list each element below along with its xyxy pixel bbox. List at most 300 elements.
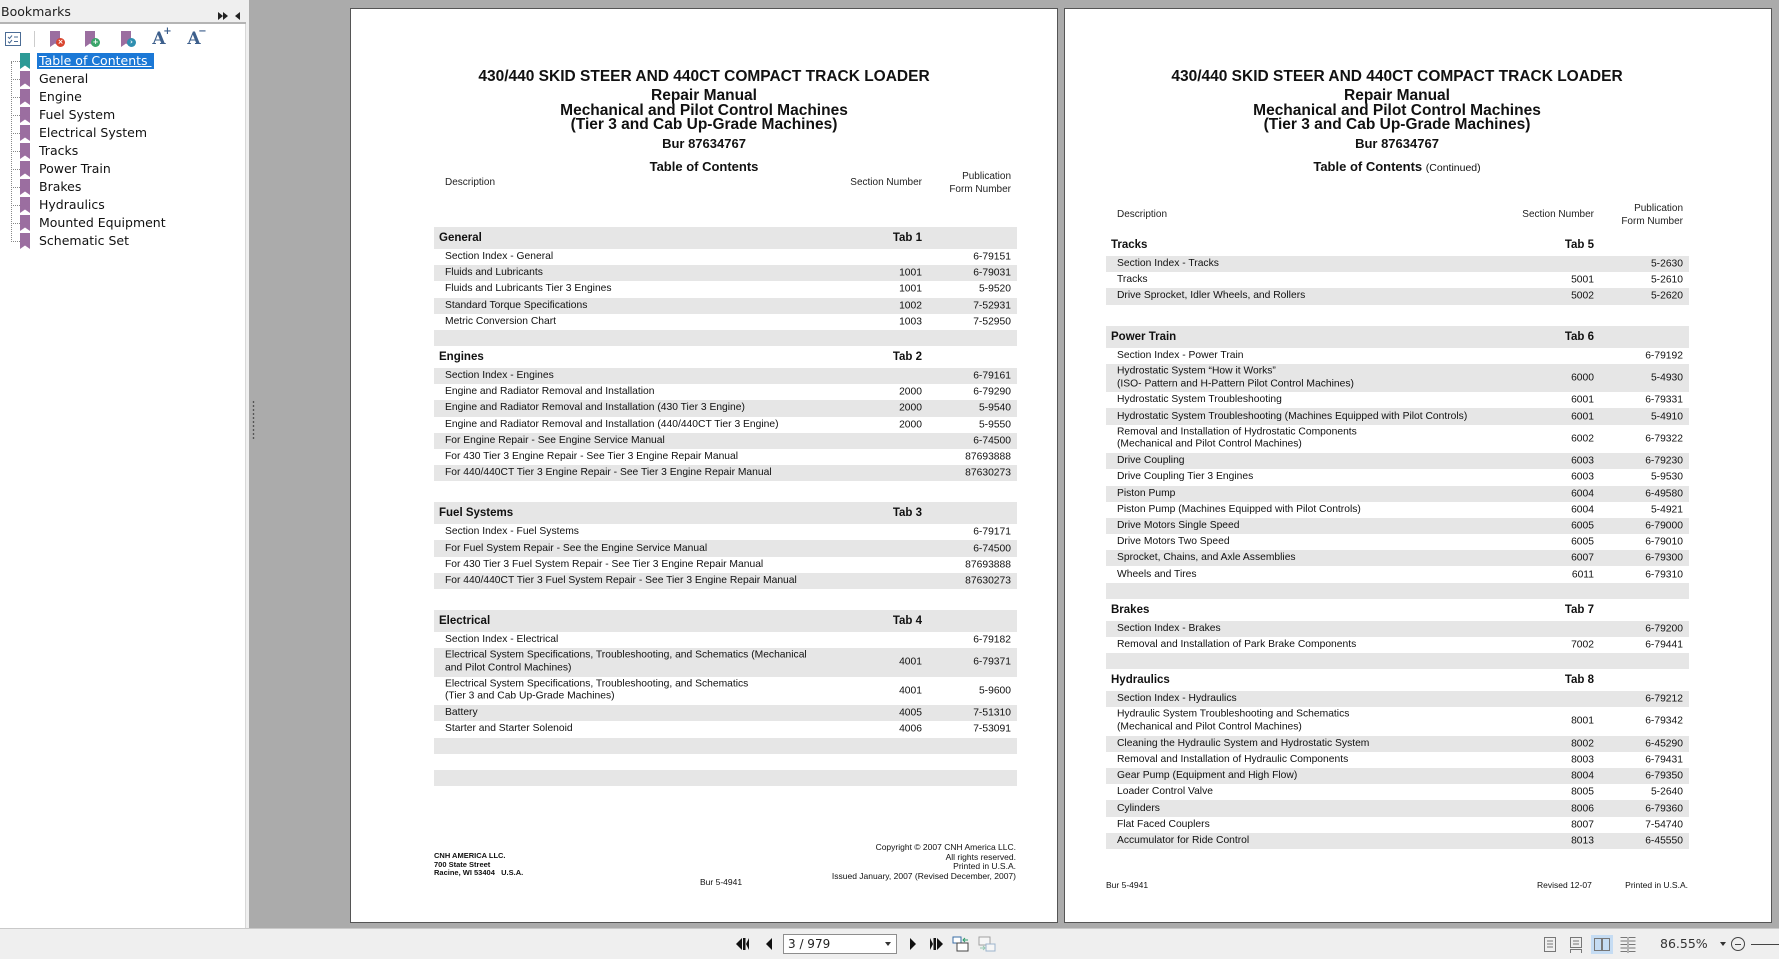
description-line: (Tier 3 and Cab Up-Grade Machines) <box>445 690 615 702</box>
toc-description <box>1117 349 1243 362</box>
toc-row[interactable] <box>1106 425 1689 454</box>
description-line: Engine and Radiator Removal and Installation <box>445 385 655 397</box>
document-subtitle: (Tier 3 and Cab Up-Grade Machines) <box>570 116 838 133</box>
toc-row[interactable] <box>434 648 1017 677</box>
publication-number: 87693888 <box>965 451 1011 463</box>
toc-row[interactable] <box>1106 469 1689 485</box>
toc-row[interactable] <box>434 384 1017 400</box>
toc-row[interactable] <box>1106 736 1689 752</box>
description-line: Power Train <box>1111 330 1177 343</box>
toc-description <box>1117 410 1467 423</box>
add-bookmark-icon[interactable]: + <box>79 28 101 50</box>
description-line: Section Index - Electrical <box>445 633 559 645</box>
bookmark-item[interactable] <box>0 160 246 178</box>
toc-row[interactable] <box>434 314 1017 330</box>
toolbar-separator <box>34 31 35 47</box>
toc-description <box>1117 290 1305 303</box>
description-line: For Engine Repair - See Engine Service Manual <box>445 434 665 446</box>
tree-connector <box>11 205 20 206</box>
toc-row[interactable] <box>1106 518 1689 534</box>
description-line: Fuel Systems <box>439 507 514 519</box>
page-number-input[interactable] <box>783 934 897 954</box>
spacer-row <box>434 330 1017 346</box>
section-number: 8003 <box>1571 754 1594 766</box>
bookmark-icon <box>20 125 30 141</box>
toc-row[interactable] <box>434 449 1017 465</box>
toc-description <box>1117 738 1369 751</box>
toc-row[interactable] <box>1106 256 1689 272</box>
single-page-view-icon[interactable] <box>1539 935 1561 954</box>
toc-description <box>1117 471 1253 484</box>
toc-description <box>1117 366 1354 391</box>
toc-description <box>1117 786 1213 799</box>
description-line: Section Index - Fuel Systems <box>445 526 579 538</box>
description-line: Cylinders <box>1117 802 1160 814</box>
description-line: Sprocket, Chains, and Axle Assemblies <box>1117 552 1296 564</box>
toc-row[interactable] <box>1106 817 1689 833</box>
publication-number: 6-79290 <box>973 386 1011 398</box>
toc-description <box>445 251 553 264</box>
toc-row[interactable] <box>434 632 1017 648</box>
toc-row[interactable] <box>434 368 1017 384</box>
section-number: 2000 <box>899 402 922 414</box>
toc-row[interactable] <box>1106 637 1689 653</box>
column-header-publication <box>949 170 1011 196</box>
publication-number: 6-79031 <box>973 267 1011 279</box>
bookmark-item[interactable] <box>0 178 246 196</box>
toc-row[interactable] <box>434 417 1017 433</box>
publication-number: 5-4930 <box>1650 372 1683 384</box>
section-number: 4001 <box>899 656 922 668</box>
description-line: Starter and Starter Solenoid <box>445 723 573 735</box>
page-dropdown-icon[interactable] <box>885 942 891 946</box>
toc-row[interactable] <box>434 524 1017 540</box>
publication-number: 5-9600 <box>978 685 1011 697</box>
toc-row[interactable] <box>1106 768 1689 784</box>
rights-text: All rights reserved. <box>945 851 1016 862</box>
toc-row[interactable] <box>1106 534 1689 550</box>
tree-connector <box>11 151 20 152</box>
section-number: 8013 <box>1571 835 1594 847</box>
toc-row[interactable] <box>434 465 1017 481</box>
toc-description <box>1117 770 1297 783</box>
publication-number: 7-54740 <box>1645 819 1683 831</box>
section-number: 5002 <box>1571 290 1594 302</box>
toc-row[interactable] <box>1106 364 1689 393</box>
spacer-row <box>434 481 1017 502</box>
bookmark-icon <box>20 179 30 195</box>
toc-row[interactable] <box>1106 392 1689 408</box>
description-line: Electrical System Specifications, Troubleshooting, and Schematics <box>445 678 749 690</box>
toc-row[interactable] <box>1106 408 1689 424</box>
description-line: For 440/440CT Tier 3 Engine Repair - See Tier 3 Engine Repair Manual <box>445 466 772 478</box>
tab-number: Tab 3 <box>892 507 922 520</box>
section-heading <box>1106 326 1689 348</box>
section-number: 1001 <box>899 267 922 279</box>
tab-number: Tab 4 <box>892 615 922 627</box>
toc-row[interactable] <box>1106 752 1689 768</box>
toc-row[interactable] <box>434 721 1017 737</box>
tree-connector <box>11 187 20 188</box>
toc-description <box>445 451 738 464</box>
publication-number: 6-79010 <box>1645 536 1683 548</box>
footer-bur: Bur 5-4941 <box>1106 880 1149 890</box>
publication-number: 6-79350 <box>1645 770 1683 782</box>
panel-border <box>246 0 249 928</box>
description-line: General <box>439 231 482 244</box>
section-number: 6005 <box>1571 536 1594 548</box>
tree-connector <box>11 115 20 116</box>
section-number: 1001 <box>899 283 922 295</box>
toc-row[interactable] <box>1106 621 1689 637</box>
description-line: For 430 Tier 3 Fuel System Repair - See Tier 3 Engine Repair Manual <box>445 558 764 570</box>
document-subtitle: Repair Manual <box>651 87 757 104</box>
publisher-name: CNH AMERICA LLC. <box>434 851 506 860</box>
section-heading <box>1106 599 1689 621</box>
section-number: 8002 <box>1571 738 1594 750</box>
tab-number: Tab 1 <box>892 232 922 244</box>
section-number: 4006 <box>899 723 922 735</box>
toc-description <box>1117 568 1197 581</box>
description-line: Engine and Radiator Removal and Installation (440/440CT Tier 3 Engine) <box>445 418 779 430</box>
toc-description <box>445 370 554 383</box>
section-number: 2000 <box>899 386 922 398</box>
bookmark-icon <box>20 71 30 87</box>
description-line: Standard Torque Specifications <box>445 299 588 311</box>
description-line: Section Index - Tracks <box>1117 257 1219 269</box>
delete-bookmark-icon[interactable]: × <box>44 28 66 50</box>
publication-number: 7-52931 <box>973 300 1011 312</box>
toc-row[interactable] <box>434 677 1017 706</box>
section-title <box>1111 674 1170 687</box>
spacer-row <box>434 738 1017 754</box>
toc-description <box>1117 693 1237 706</box>
bookmarks-panel <box>0 0 246 928</box>
toc-description <box>445 634 558 647</box>
section-number: 6004 <box>1571 504 1594 516</box>
publisher-street: 700 State Street <box>434 859 491 869</box>
toc-description <box>445 558 763 571</box>
bookmark-item[interactable] <box>0 232 246 250</box>
tab-number: Tab 7 <box>1564 603 1594 616</box>
toc-description <box>1117 426 1357 451</box>
toc-row[interactable] <box>434 249 1017 265</box>
description-line: Hydrostatic System “How it Works” <box>1117 365 1276 377</box>
bookmark-label[interactable]: Fuel System <box>39 107 116 122</box>
bookmark-label[interactable]: Power Train <box>39 161 111 176</box>
tree-connector <box>11 241 20 242</box>
publication-number: 6-79151 <box>973 251 1011 263</box>
bookmarks-header <box>0 0 246 24</box>
toc-row[interactable] <box>1106 784 1689 800</box>
description-line: Section Index - Power Train <box>1117 349 1244 361</box>
description-line: Loader Control Valve <box>1117 786 1213 798</box>
toc-description <box>445 418 779 431</box>
section-number: 5001 <box>1571 274 1594 286</box>
toc-description <box>1117 754 1348 767</box>
description-line: Drive Motors Single Speed <box>1117 519 1240 531</box>
bookmark-item[interactable] <box>0 196 246 214</box>
section-number: 6001 <box>1571 394 1594 406</box>
toc-description <box>1117 622 1221 635</box>
goto-bookmark-icon[interactable]: › <box>115 28 137 50</box>
section-number: 8004 <box>1571 770 1594 782</box>
publication-number: 6-79171 <box>973 526 1011 538</box>
navigation-toolbar <box>0 928 1779 959</box>
description-line: (ISO- Pattern and H-Pattern Pilot Control Machines) <box>1117 378 1354 389</box>
toc-row[interactable] <box>1106 691 1689 707</box>
publication-number: 6-79300 <box>1645 552 1683 564</box>
bookmark-item[interactable] <box>0 52 246 70</box>
section-title <box>1111 330 1176 343</box>
bookmark-item[interactable] <box>0 124 246 142</box>
toc-row[interactable] <box>434 573 1017 589</box>
section-number: 8006 <box>1571 803 1594 815</box>
toc-row[interactable] <box>434 540 1017 556</box>
toc-description <box>445 575 797 588</box>
publisher-city: Racine, WI 53404 U.S.A. <box>434 868 524 878</box>
section-number: 8001 <box>1571 715 1594 727</box>
toc-description <box>1117 394 1282 407</box>
description-line: Electrical <box>439 614 491 627</box>
section-number: 6002 <box>1571 433 1594 445</box>
bookmark-options-icon[interactable] <box>2 28 24 50</box>
bookmark-tree <box>0 52 246 250</box>
bookmark-icon <box>20 89 30 105</box>
publication-number: 6-79192 <box>1645 350 1683 362</box>
toc-description <box>1117 455 1185 468</box>
publication-number: 6-79000 <box>1645 520 1683 532</box>
description-line: Brakes <box>1111 603 1150 616</box>
collapse-panel-icon[interactable] <box>234 6 241 25</box>
bookmark-label[interactable]: Hydraulics <box>39 197 105 212</box>
section-heading <box>434 346 1017 368</box>
section-title <box>439 615 490 628</box>
description-line: For Fuel System Repair - See the Engine Service Manual <box>445 542 708 554</box>
spacer-row <box>1106 583 1689 599</box>
section-number: 6000 <box>1571 372 1594 384</box>
description-line: Wheels and Tires <box>1117 568 1197 580</box>
toc-description <box>1117 639 1356 652</box>
toc-row[interactable] <box>434 298 1017 314</box>
toc-description <box>1117 536 1230 549</box>
bookmark-label[interactable]: Electrical System <box>39 125 148 140</box>
page-number-value: 3 / 979 <box>788 937 831 951</box>
toc-description <box>1117 802 1160 815</box>
toc-row[interactable] <box>434 265 1017 281</box>
bookmark-item[interactable] <box>0 106 246 124</box>
toc-row[interactable] <box>1106 550 1689 566</box>
bookmark-item[interactable] <box>0 214 246 232</box>
description-line: Drive Motors Two Speed <box>1117 535 1230 547</box>
section-number: 8005 <box>1571 786 1594 798</box>
document-subtitle: (Tier 3 and Cab Up-Grade Machines) <box>1263 116 1531 133</box>
section-heading <box>1106 669 1689 691</box>
section-number: 6005 <box>1571 520 1594 532</box>
description-line: Section Index - General <box>445 250 554 262</box>
section-number: 6007 <box>1571 552 1594 564</box>
bookmark-label[interactable]: Tracks <box>39 143 79 158</box>
description-line: Engines <box>439 350 484 363</box>
section-heading <box>434 502 1017 524</box>
bookmark-label[interactable]: Brakes <box>39 179 82 194</box>
publication-number: 5-2630 <box>1650 258 1683 270</box>
pdf-page-left <box>350 8 1058 923</box>
publication-number: 6-79360 <box>1645 803 1683 815</box>
toc-description <box>1117 504 1361 517</box>
description-line: Fluids and Lubricants Tier 3 Engines <box>445 283 612 295</box>
publication-number: 6-79342 <box>1645 715 1683 727</box>
section-number: 6011 <box>1571 569 1594 581</box>
description-line: (Mechanical and Pilot Control Machines) <box>1117 721 1302 733</box>
section-number: 4001 <box>899 685 922 697</box>
tree-connector <box>11 79 20 80</box>
column-header-publication-line1: Publication <box>1634 203 1683 214</box>
bookmark-label[interactable]: Mounted Equipment <box>39 215 166 230</box>
bookmark-item[interactable] <box>0 70 246 88</box>
tree-connector <box>11 133 20 134</box>
description-line: Accumulator for Ride Control <box>1117 834 1250 846</box>
toc-row[interactable] <box>434 281 1017 297</box>
description-line: For 430 Tier 3 Engine Repair - See Tier 3 Engine Repair Manual <box>445 450 739 462</box>
description-line: Tracks <box>1111 238 1148 251</box>
tab-number: Tab 8 <box>1564 674 1594 686</box>
zoom-dropdown-icon[interactable] <box>1720 942 1726 946</box>
toc-row[interactable] <box>1106 833 1689 849</box>
footer-revised: Revised 12-07 <box>1537 880 1592 890</box>
column-header-publication-line2: Form Number <box>1621 216 1683 227</box>
next-view-icon[interactable] <box>978 935 996 953</box>
toc-row[interactable] <box>1106 707 1689 736</box>
toc-row[interactable] <box>1106 566 1689 582</box>
publication-number: 5-2610 <box>1650 274 1683 286</box>
document-subtitle: Repair Manual <box>1344 87 1450 104</box>
tree-connector <box>11 223 20 224</box>
toc-row[interactable] <box>1106 453 1689 469</box>
section-number: 6003 <box>1571 455 1594 467</box>
description-line: Removal and Installation of Hydrostatic Components <box>1117 426 1357 438</box>
publication-number: 6-45290 <box>1645 738 1683 750</box>
toc-description <box>1117 835 1249 848</box>
toc-row[interactable] <box>1106 348 1689 364</box>
toc-row[interactable] <box>1106 272 1689 288</box>
spacer-row <box>434 589 1017 610</box>
continuous-facing-view-icon[interactable] <box>1617 935 1639 954</box>
section-number: 1003 <box>899 316 922 328</box>
toc-heading <box>1064 159 1750 174</box>
publication-number: 6-79322 <box>1645 433 1683 445</box>
bookmark-label[interactable]: Schematic Set <box>39 233 130 248</box>
toc-row[interactable] <box>434 433 1017 449</box>
zoom-out-button[interactable] <box>1731 937 1745 951</box>
document-title: 430/440 SKID STEER AND 440CT COMPACT TRACK LOADER <box>1171 68 1623 85</box>
description-line: Metric Conversion Chart <box>445 315 557 327</box>
section-number: 6003 <box>1571 471 1594 483</box>
description-line: Battery <box>445 707 478 719</box>
toc-rows <box>434 227 1017 786</box>
toc-row[interactable] <box>434 400 1017 416</box>
toc-row[interactable] <box>1106 502 1689 518</box>
description-line: Removal and Installation of Hydraulic Components <box>1117 753 1349 765</box>
previous-view-icon[interactable] <box>952 935 970 953</box>
footer-bur: Bur 5-4941 <box>700 877 743 887</box>
toc-description <box>445 526 579 539</box>
increase-font-icon[interactable]: A + <box>152 26 172 49</box>
bookmark-label[interactable]: Table of Contents <box>39 53 152 68</box>
zoom-slider[interactable] <box>1751 944 1779 945</box>
first-page-button[interactable] <box>734 935 752 953</box>
decrease-font-icon[interactable]: A − <box>187 26 207 49</box>
spacer-row <box>434 754 1017 770</box>
publication-number: 5-2640 <box>1650 786 1683 798</box>
facing-view-icon[interactable] <box>1591 935 1613 954</box>
description-line: Fluids and Lubricants <box>445 267 543 279</box>
bookmark-label[interactable]: Engine <box>39 89 82 104</box>
description-line: Drive Coupling Tier 3 Engines <box>1117 471 1254 483</box>
publication-number: 6-79230 <box>1645 455 1683 467</box>
next-page-button[interactable] <box>904 935 922 953</box>
panel-splitter-handle[interactable] <box>252 400 255 440</box>
toc-row[interactable] <box>1106 288 1689 304</box>
description-line: Flat Faced Couplers <box>1117 818 1210 830</box>
bookmark-item[interactable] <box>0 142 246 160</box>
publication-number: 5-4921 <box>1650 504 1683 516</box>
toc-description <box>1117 709 1349 734</box>
zoom-level[interactable]: 86.55% <box>1660 936 1708 951</box>
toc-row[interactable] <box>1106 800 1689 816</box>
description-line: Tracks <box>1117 274 1148 286</box>
toc-description <box>1117 258 1219 271</box>
bookmark-icon <box>20 53 30 69</box>
last-page-button[interactable] <box>927 935 945 953</box>
tab-number: Tab 5 <box>1564 239 1594 251</box>
bur-number: Bur 87634767 <box>1355 136 1439 151</box>
document-title: 430/440 SKID STEER AND 440CT COMPACT TRACK LOADER <box>478 68 930 85</box>
section-number: 6001 <box>1571 411 1594 423</box>
publication-number: 6-74500 <box>973 543 1011 555</box>
toc-description <box>445 435 665 448</box>
bookmark-item[interactable] <box>0 88 246 106</box>
bookmarks-toolbar <box>0 26 246 52</box>
section-heading <box>434 227 1017 249</box>
document-subtitle: Mechanical and Pilot Control Machines <box>560 102 848 119</box>
publication-number: 6-74500 <box>973 435 1011 447</box>
description-line: Piston Pump (Machines Equipped with Pilot Controls) <box>1117 503 1361 515</box>
toc-row[interactable] <box>1106 486 1689 502</box>
previous-page-button[interactable] <box>760 935 778 953</box>
column-header-section: Section Number <box>1522 209 1594 220</box>
publication-number: 6-79212 <box>1645 693 1683 705</box>
footer-printed: Printed in U.S.A. <box>1625 880 1688 890</box>
section-title <box>439 351 484 364</box>
description-line: Hydrostatic System Troubleshooting <box>1117 394 1282 406</box>
section-number: 8007 <box>1571 819 1594 831</box>
spacer-row <box>1106 305 1689 326</box>
toc-description <box>445 283 612 296</box>
toc-row[interactable] <box>434 557 1017 573</box>
bookmark-icon <box>20 107 30 123</box>
toc-description <box>445 707 478 720</box>
toc-title: Table of Contents <box>649 159 759 174</box>
description-line: Section Index - Hydraulics <box>1117 692 1237 704</box>
continuous-view-icon[interactable] <box>1565 935 1587 954</box>
toc-row[interactable] <box>434 705 1017 721</box>
expand-panel-icon[interactable] <box>218 6 229 25</box>
publication-number: 6-79431 <box>1645 754 1683 766</box>
bookmark-label[interactable]: General <box>39 71 89 86</box>
publication-number: 6-79161 <box>973 370 1011 382</box>
column-header-publication-line1: Publication <box>962 171 1011 182</box>
